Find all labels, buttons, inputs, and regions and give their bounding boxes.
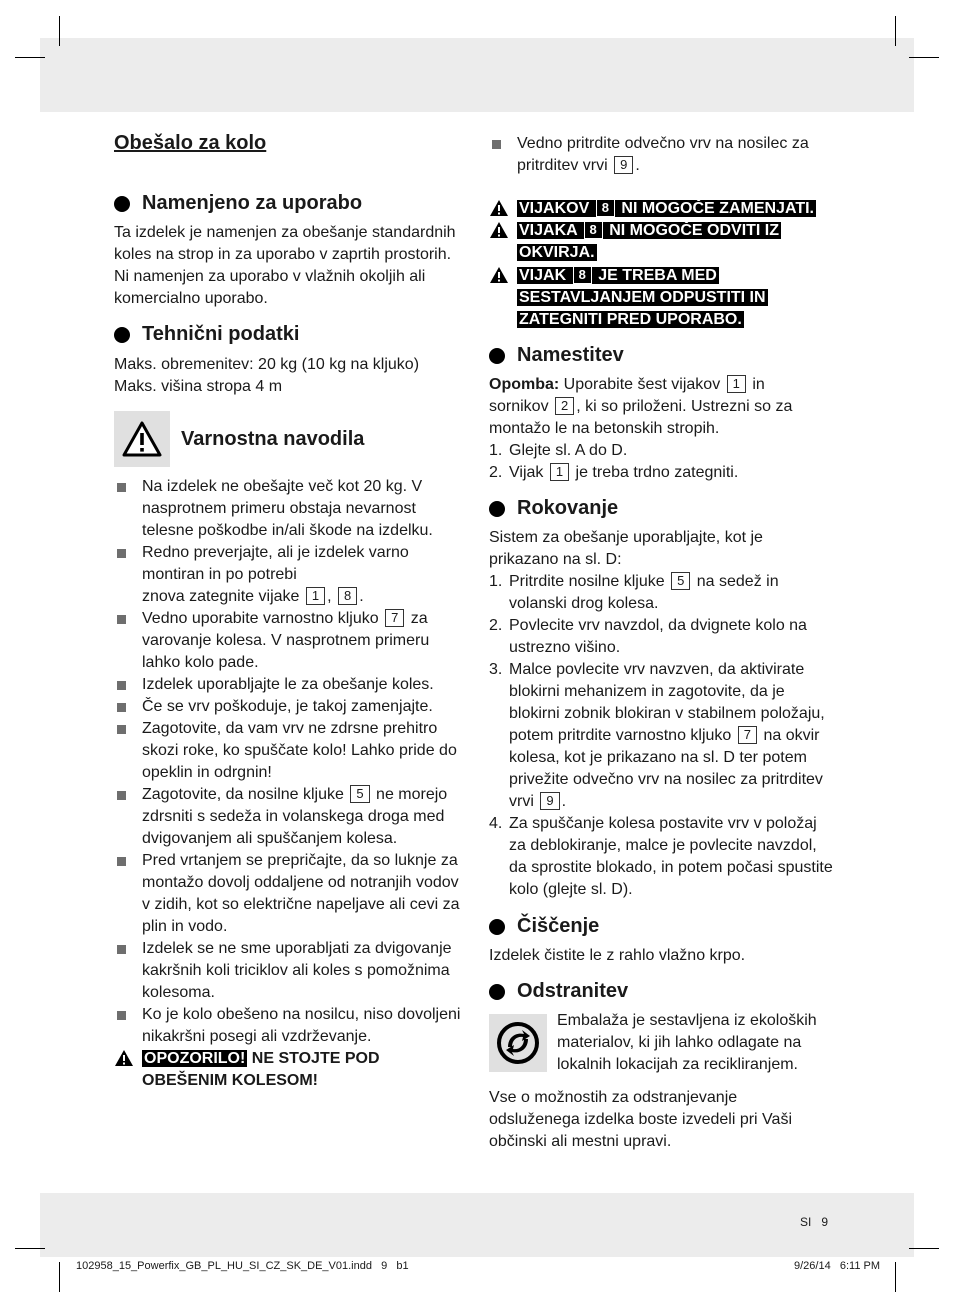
warning-icon [489, 199, 509, 217]
part-ref: 8 [584, 221, 603, 239]
heading-handling: Rokovanje [489, 497, 618, 520]
warning-row: VIJAK 8 JE TREBA MED SESTAVLJANJEM ODPUSTITI IN ZATEGNITI PRED UPORABO. [489, 265, 829, 331]
list-item: 2. Povlecite vrv navzdol, da dvignete kolo na ustrezno višino. [489, 617, 807, 656]
crop-mark [15, 1248, 45, 1249]
recycle-icon [489, 1014, 547, 1072]
crop-mark [59, 16, 60, 46]
crop-mark [15, 57, 45, 58]
part-ref: 1 [727, 375, 746, 393]
part-ref: 7 [738, 726, 757, 744]
page-number: SI 9 [800, 1215, 829, 1229]
list-item: Zagotovite, da nosilne kljuke 5 ne morejo zdrsniti s sedeža in volanskega droga med dvigovanjem ali spuščanjem kolesa. [114, 784, 466, 850]
bullet-dot-icon [114, 196, 130, 212]
crop-mark [895, 1262, 896, 1292]
warning-label: OPOZORILO! [144, 1050, 246, 1067]
part-ref: 1 [550, 463, 569, 481]
disposal-packaging-text: Embalaža je sestavljena iz ekoloških materialov, ki jih lahko odlagate na lokalnih lokacijah za recikliranjem. [557, 1012, 817, 1073]
max-load: Maks. obremenitev: 20 kg (10 kg na kljuko) [114, 356, 420, 373]
list-item: 3. Malce povlecite vrv navzven, da aktivirate blokirni mehanizem in zagotovite, da je blokirni zobnik blokiran v stabilnem položaju, potem pritrdite varnostno kljuko 7 na okvir kolesa, kot je prikazano na sl. D ter potem privežite odvečno vrv na nosilec za pritrditev vrvi 9 . [489, 661, 825, 810]
part-ref: 8 [573, 266, 592, 284]
heading-intended-use: Namenjeno za uporabo [114, 192, 362, 215]
tech-data [114, 354, 466, 398]
list-item: 4. Za spuščanje kolesa postavite vrv v položaj za deblokiranje, malce je povlecite navzdol, da sprostite blokado, in potem počasi spustite kolo (glejte sl. D). [489, 815, 833, 898]
bullet-dot-icon [489, 501, 505, 517]
list-item: 2. Vijak 1 je treba trdno zategniti. [489, 464, 739, 481]
page-title: Obešalo za kolo [114, 132, 267, 154]
part-ref: 1 [306, 587, 325, 605]
list-item: Vedno uporabite varnostno kljuko 7 za varovanje kolesa. V nasprotnem primeru lahko kolo pade. [114, 608, 466, 674]
installation-text [489, 374, 819, 484]
bullet-dot-icon [114, 327, 130, 343]
crop-mark [909, 1248, 939, 1249]
cleaning-text: Izdelek čistite le z rahlo vlažno krpo. [489, 947, 746, 964]
warning-icon [489, 221, 509, 239]
heading-cleaning: Čiščenje [489, 915, 599, 938]
list-item: Redno preverjajte, ali je izdelek varno montiran in po potrebi znova zategnite vijake 1 , 8 . [114, 542, 466, 608]
heading-safety: Varnostna navodila [181, 428, 365, 450]
crop-mark [895, 16, 896, 46]
list-item: Ko je kolo obešeno na nosilcu, niso dovoljeni nikakršni posegi ali vzdrževanje. [114, 1004, 466, 1048]
file-info: 102958_15_Powerfix_GB_PL_HU_SI_CZ_SK_DE_V01.indd 9 b1 [76, 1260, 409, 1272]
heading-installation: Namestitev [489, 344, 624, 367]
list-item: 1. Glejte sl. A do D. [489, 442, 628, 459]
intended-use-text: Ta izdelek je namenjen za obešanje standardnih koles na strop in za uporabo v zaprtih prostorih. Ni namenjen za uporabo v vlažnih okoljih ali komercialno uporabo. [114, 224, 456, 307]
header-band [40, 38, 914, 112]
part-ref: 2 [555, 397, 574, 415]
part-ref: 5 [671, 572, 690, 590]
warning-row: VIJAKA 8 NI MOGOČE ODVITI IZ OKVIRJA. [489, 220, 829, 264]
print-date: 9/26/14 6:11 PM [794, 1260, 881, 1272]
list-item: Izdelek se ne sme uporabljati za dvigovanje kakršnih koli triciklov ali koles s pomožnima kolesoma. [114, 938, 466, 1004]
handling-intro: Sistem za obešanje uporabljajte, kot je prikazano na sl. D: [489, 529, 763, 568]
list-item: Izdelek uporabljajte le za obešanje koles. [114, 674, 466, 696]
heading-tech-data: Tehnični podatki [114, 323, 299, 346]
warning-row [114, 1048, 466, 1092]
crop-mark [59, 1262, 60, 1292]
list-item: Če se vrv poškoduje, je takoj zamenjajte. [114, 696, 466, 718]
list-item: Na izdelek ne obešajte več kot 20 kg. V nasprotnem primeru obstaja nevarnost telesne poškodbe in/ali škode na izdelku. [114, 476, 466, 542]
part-ref: 9 [614, 156, 633, 174]
warning-icon [489, 266, 509, 284]
bullet-dot-icon [489, 984, 505, 1000]
safety-warning-icon [114, 411, 170, 467]
part-ref: 8 [338, 587, 357, 605]
list-item: Vedno pritrdite odvečno vrv na nosilec za pritrditev vrvi 9 . [489, 133, 837, 177]
warning-text: NE STOJTE POD OBEŠENIM KOLESOM! [142, 1050, 380, 1089]
installation-note: Opomba: Uporabite šest vijakov 1 in sornikov 2 , ki so priloženi. Ustrezni so za montažo le na betonskih stropih. [489, 376, 793, 437]
bullet-dot-icon [489, 919, 505, 935]
part-ref: 5 [350, 785, 369, 803]
max-ceiling-height: Maks. višina stropa 4 m [114, 378, 283, 395]
part-ref: 9 [540, 792, 559, 810]
bullet-dot-icon [489, 348, 505, 364]
list-item: Zagotovite, da vam vrv ne zdrsne prehitro skozi roke, ko spuščate kolo! Lahko pride do opeklin in odrgnin! [114, 718, 466, 784]
part-ref: 8 [596, 199, 615, 217]
handling-steps [489, 571, 837, 901]
disposal-product-text: Vse o možnostih za odstranjevanje odsluženega izdelka boste izvedeli pri Vaši občinski ali mestni upravi. [489, 1089, 792, 1150]
heading-disposal: Odstranitev [489, 980, 628, 1003]
footer-band [40, 1193, 914, 1257]
part-ref: 7 [385, 609, 404, 627]
rope-fastening-note [489, 133, 837, 177]
list-item: 1. Pritrdite nosilne kljuke 5 na sedež in volanski drog kolesa. [489, 573, 779, 612]
warning-row: VIJAKOV 8 NI MOGOČE ZAMENJATI. [489, 198, 829, 220]
safety-list [114, 476, 466, 1048]
crop-mark [909, 57, 939, 58]
warning-icon [114, 1049, 134, 1067]
list-item: Pred vrtanjem se prepričajte, da so luknje za montažo dovolj oddaljene od notranjih vodov v zidih, kot so električne napeljave ali cevi za plin in vodo. [114, 850, 466, 938]
